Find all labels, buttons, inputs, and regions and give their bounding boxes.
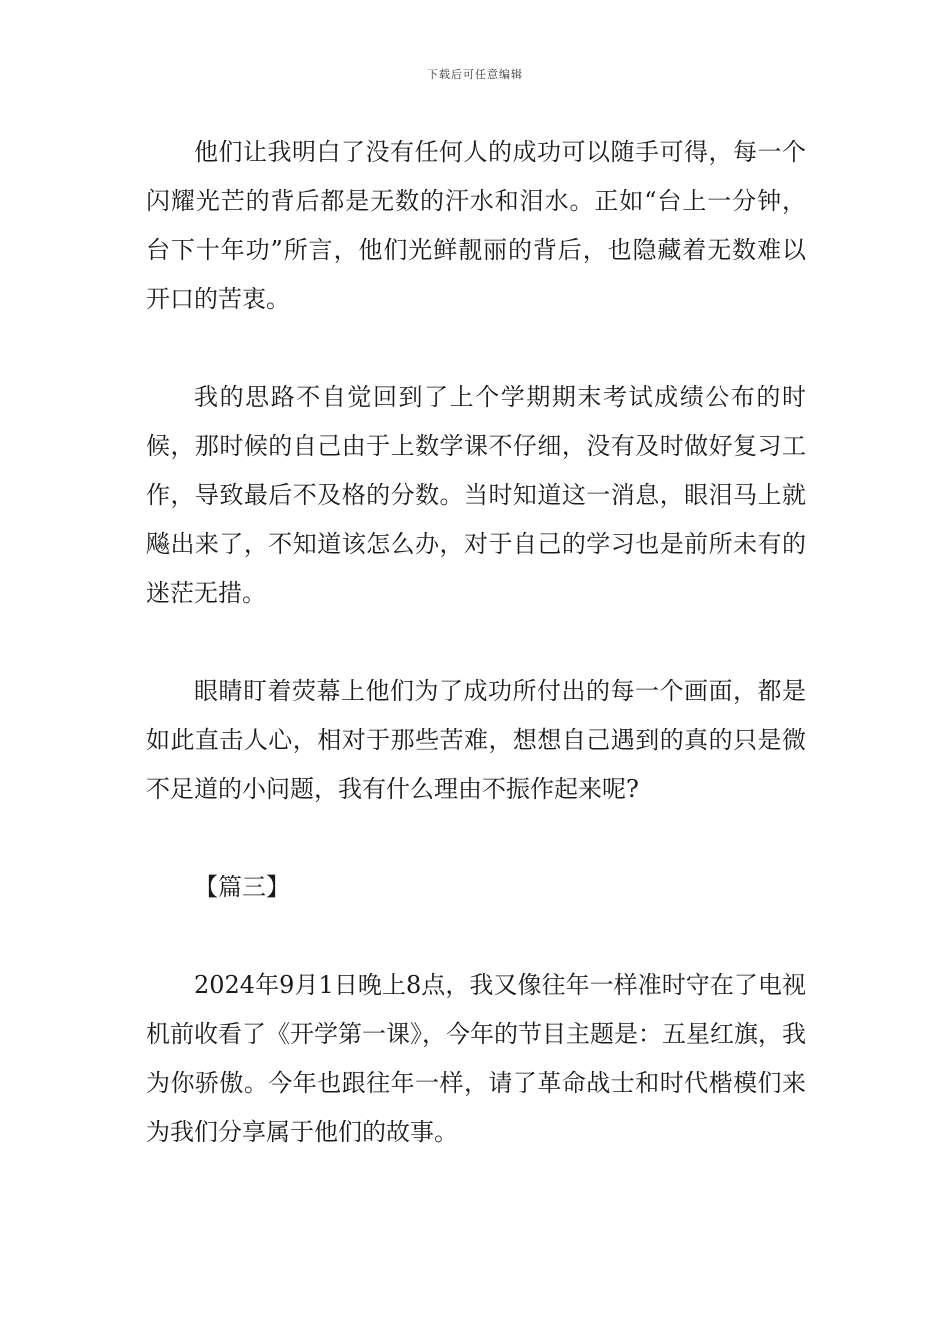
paragraph-2: 我的思路不自觉回到了上个学期期末考试成绩公布的时候，那时候的自己由于上数学课不仔细，没有及时做好复习工作，导致最后不及格的分数。当时知道这一消息，眼泪马上就飚出来了，不知道该怎么办，对于自己的学习也是前所未有的迷茫无措。 bbox=[146, 383, 806, 607]
paragraph-3: 眼睛盯着荧幕上他们为了成功所付出的每一个画面，都是如此直击人心，相对于那些苦难，想想自己遇到的真的只是微不足道的小问题，我有什么理由不振作起来呢? bbox=[146, 677, 806, 803]
paragraph-4: 2024年9月1日晚上8点，我又像往年一样准时守在了电视机前收看了《开学第一课》，今年的节目主题是：五星红旗，我为你骄傲。今年也跟往年一样，请了革命战士和时代楷模们来为我们分享属于他们的故事。 bbox=[146, 971, 806, 1146]
document-body bbox=[146, 128, 806, 1206]
section-title: 【篇三】 bbox=[194, 873, 290, 901]
page-header: 下载后可任意编辑 bbox=[427, 68, 523, 81]
paragraph-1: 他们让我明白了没有任何人的成功可以随手可得，每一个闪耀光芒的背后都是无数的汗水和泪水。正如“台上一分钟，台下十年功”所言，他们光鲜靓丽的背后，也隐藏着无数难以开口的苦衷。 bbox=[146, 138, 806, 313]
